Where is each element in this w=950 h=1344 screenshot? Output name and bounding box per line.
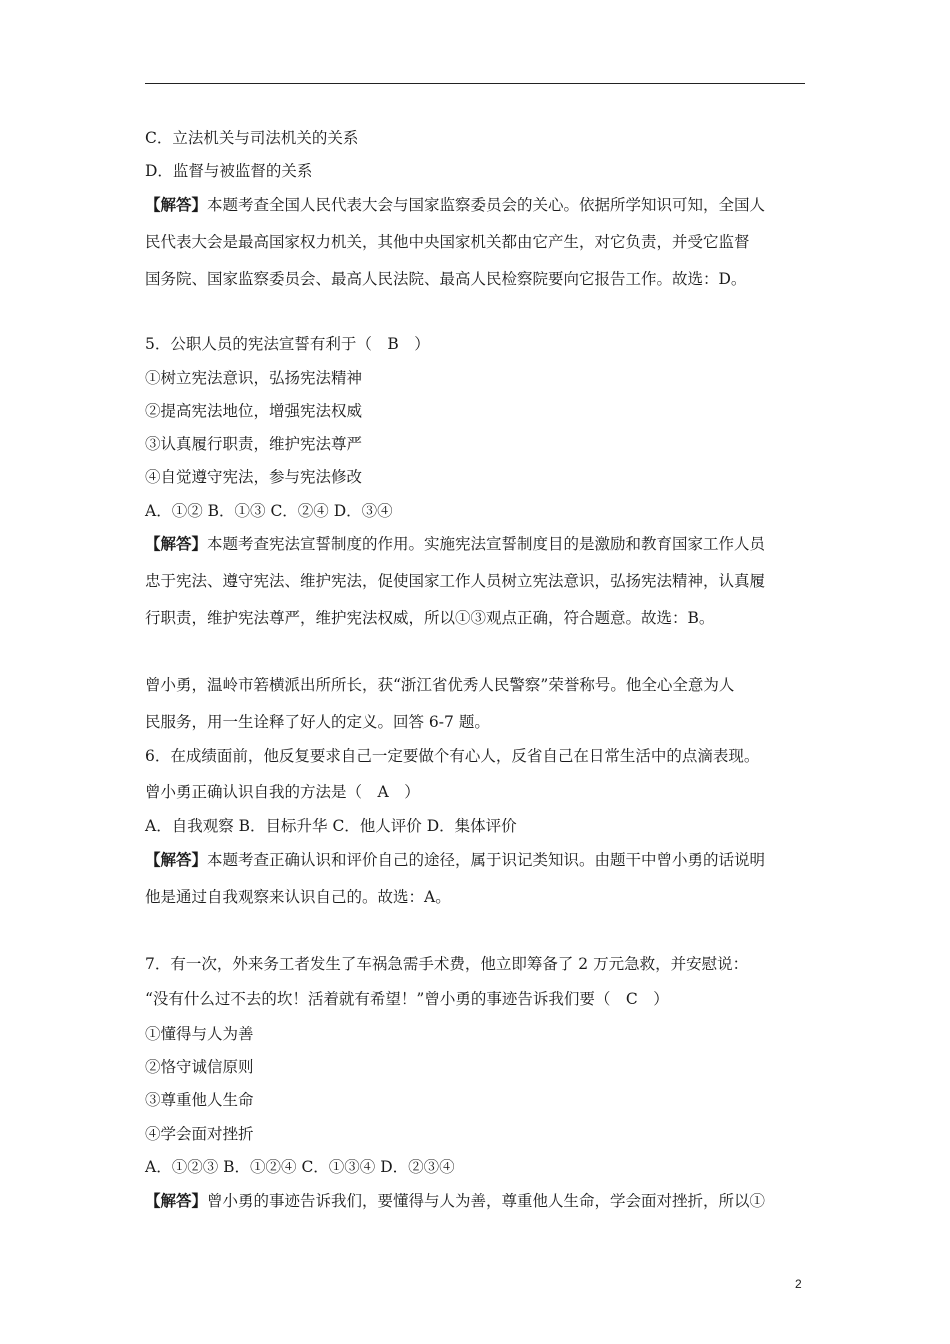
- q7-item-1: ①懂得与人为善: [145, 1025, 254, 1043]
- header-rule: [145, 83, 805, 84]
- answer-tag: 【解答】: [145, 1191, 208, 1210]
- material-line-1: 曾小勇，温岭市箬横派出所所长，获“浙江省优秀人民警察”荣誉称号。他全心全意为人: [145, 676, 735, 694]
- q5-item-2: ②提高宪法地位，增强宪法权威: [145, 402, 363, 420]
- answer-tag: 【解答】: [145, 195, 208, 214]
- q7-options: A．①②③ B．①②④ C．①③④ D．②③④: [145, 1158, 455, 1176]
- q7-answer-line-1: 【解答】曾小勇的事迹告诉我们，要懂得与人为善，尊重他人生命，学会面对挫折，所以①: [145, 1191, 766, 1210]
- q5-item-1: ①树立宪法意识，弘扬宪法精神: [145, 369, 363, 387]
- q5-answer-line-2: 忠于宪法、遵守宪法、维护宪法，促使国家工作人员树立宪法意识，弘扬宪法精神，认真履: [145, 572, 766, 590]
- q6-stem-line-1: 6．在成绩面前，他反复要求自己一定要做个有心人，反省自己在日常生活中的点滴表现。: [145, 747, 760, 765]
- q7-stem-line-1: 7．有一次，外来务工者发生了车祸急需手术费，他立即筹备了 2 万元急救，并安慰说：: [145, 955, 749, 973]
- q5-item-4: ④自觉遵守宪法，参与宪法修改: [145, 468, 363, 486]
- q5-options: A．①② B．①③ C．②④ D．③④: [145, 502, 393, 520]
- q7-item-4: ④学会面对挫折: [145, 1125, 254, 1143]
- material-line-2: 民服务，用一生诠释了好人的定义。回答 6-7 题。: [145, 713, 490, 731]
- q7-item-2: ②恪守诚信原则: [145, 1058, 254, 1076]
- q4-option-d: D．监督与被监督的关系: [145, 162, 313, 180]
- q5-answer-line-1: 【解答】本题考查宪法宣誓制度的作用。实施宪法宣誓制度目的是激励和教育国家工作人员: [145, 534, 766, 553]
- q6-stem-line-2: 曾小勇正确认识自我的方法是（ A ）: [145, 783, 420, 801]
- q6-answer-line-1: 【解答】本题考查正确认识和评价自己的途径，属于识记类知识。由题干中曾小勇的话说明: [145, 850, 766, 869]
- q4-answer-line-1: 【解答】本题考查全国人民代表大会与国家监察委员会的关心。依据所学知识可知，全国人: [145, 195, 766, 214]
- answer-tag: 【解答】: [145, 534, 208, 553]
- q5-item-3: ③认真履行职责，维护宪法尊严: [145, 435, 363, 453]
- q5-stem: 5．公职人员的宪法宣誓有利于（ B ）: [145, 335, 430, 353]
- q6-answer-line-2: 他是通过自我观察来认识自己的。故选：A。: [145, 888, 451, 906]
- q7-stem-line-2: “没有什么过不去的坎！活着就有希望！”曾小勇的事迹告诉我们要（ C ）: [145, 990, 669, 1008]
- q4-option-c: C．立法机关与司法机关的关系: [145, 129, 359, 147]
- answer-tag: 【解答】: [145, 850, 208, 869]
- q5-answer-line-3: 行职责，维护宪法尊严，维护宪法权威，所以①③观点正确，符合题意。故选：B。: [145, 609, 715, 627]
- page-number: 2: [795, 1277, 802, 1291]
- q6-options: A．自我观察 B．目标升华 C．他人评价 D．集体评价: [145, 817, 517, 835]
- q4-answer-line-3: 国务院、国家监察委员会、最高人民法院、最高人民检察院要向它报告工作。故选：D。: [145, 270, 747, 288]
- q4-answer-line-2: 民代表大会是最高国家权力机关，其他中央国家机关都由它产生，对它负责，并受它监督: [145, 233, 750, 251]
- q7-item-3: ③尊重他人生命: [145, 1091, 254, 1109]
